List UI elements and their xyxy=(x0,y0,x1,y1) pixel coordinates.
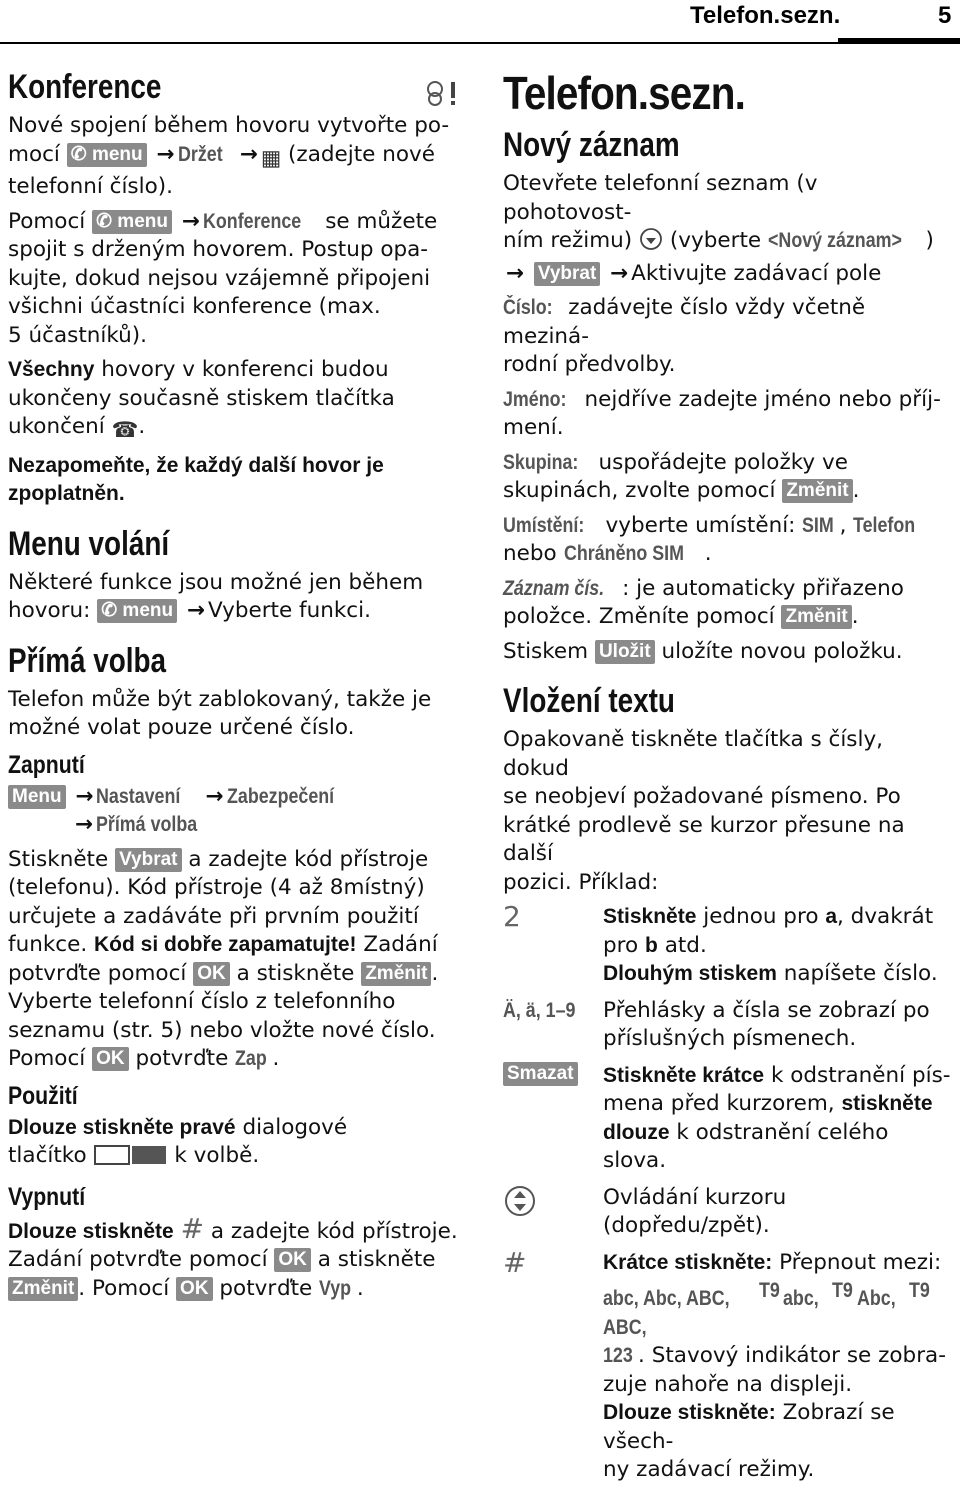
field-jmeno: Jméno: nejdříve zadejte jméno nebo příj- mení. xyxy=(503,386,941,440)
vybrat-softkey: Vybrat xyxy=(115,848,181,872)
hash-key-icon: # xyxy=(180,1211,205,1245)
field-skupina: Skupina: uspořádejte položky ve skupinách, zvolte pomocí Změnit . xyxy=(503,449,860,503)
arrow-icon: → xyxy=(239,141,258,167)
arrow-icon: → xyxy=(75,783,94,809)
page-number: 5 xyxy=(938,2,952,29)
subheading-zapnuti: Zapnutí xyxy=(8,750,85,779)
arrow-icon: → xyxy=(181,208,200,234)
right-column xyxy=(503,64,951,1493)
network-dependent-icon xyxy=(423,78,463,108)
menu-softkey: ✆ menu xyxy=(67,143,147,167)
example-row-hash: # Krátce stiskněte: Přepnout mezi: abc, Abc, ABC, $^{T9}$ abc, $^{T9}$ Abc, $^{T9}$ABC, 123 . Stavový indikátor se zobra- zuje nahoře na displeji. Dlouze stiskněte: Zobrazí se všech- ny zadávací režimy. xyxy=(503,1245,946,1483)
ulozit-softkey: Uložit xyxy=(595,640,655,664)
section-heading-vlozeni-textu: Vložení textu xyxy=(503,682,675,720)
hash-key-icon: # xyxy=(503,1245,527,1279)
ulozit-paragraph: Stiskem Uložit uložíte novou položku. xyxy=(503,638,903,664)
zmenit-softkey: Změnit xyxy=(361,962,431,986)
zapnuti-paragraph: Stiskněte Vybrat a zadejte kód přístroje (telefonu). Kód přístroje (4 až 8místný) určujete a zadáváte při prvním použití funkce. Kód si dobře zapamatujte! Zadání potvrďte pomocí OK a stiskněte Změnit . Vyberte telefonní číslo z telefonního seznamu (str. 5) nebo vložte nové číslo. Pomocí OK potvrďte Zap . xyxy=(8,846,439,1071)
ok-softkey: OK xyxy=(274,1248,311,1272)
vlozeni-textu-paragraph: Opakovaně tiskněte tlačítka s čísly, dokud se neobjeví požadované písmeno. Po krátké prodlevě se kurzor přesune na další pozici. Příklad: xyxy=(503,727,905,895)
menu-softkey: Menu xyxy=(8,785,66,809)
key-2-label: 2 xyxy=(503,900,521,933)
section-heading-konference: Konference xyxy=(8,68,162,106)
zmenit-softkey: Změnit xyxy=(8,1277,78,1301)
menu-softkey: ✆ menu xyxy=(97,599,177,623)
header-bar xyxy=(838,38,960,44)
field-cislo: Číslo: zadávejte číslo vždy včetně meziná- rodní předvolby. xyxy=(503,295,866,377)
zmenit-softkey: Změnit xyxy=(781,605,851,629)
ok-softkey: OK xyxy=(176,1277,213,1301)
subheading-vypnuti: Vypnutí xyxy=(8,1182,86,1211)
example-row-smazat: Smazat Stiskněte krátce k odstranění pís- mena před kurzorem, stiskněte dlouze k odstranění celého slova. xyxy=(503,1062,951,1176)
nav-down-icon xyxy=(639,227,663,260)
arrow-icon: → xyxy=(156,141,175,167)
konference-notice: Nezapomeňte, že každý další hovor je zpoplatněn. xyxy=(8,453,384,505)
field-zaznam-cis: Záznam čís. : je automaticky přiřazeno položce. Změníte pomocí Změnit . xyxy=(503,575,904,629)
left-column xyxy=(8,64,458,1309)
pouziti-paragraph: Dlouze stiskněte pravé dialogové tlačítko k volbě. xyxy=(8,1114,458,1175)
arrow-icon: → xyxy=(75,812,94,837)
arrow-icon: → xyxy=(610,260,629,286)
field-umisteni: Umístění: vyberte umístění: SIM , Telefon nebo Chráněno SIM . xyxy=(503,512,916,566)
arrow-icon: → xyxy=(205,783,224,809)
example-row-cursor: Ovládání kurzoru (dopředu/zpět). xyxy=(503,1184,951,1241)
arrow-icon: → xyxy=(186,598,205,623)
header-rule xyxy=(0,42,838,44)
page-header xyxy=(0,0,960,44)
subheading-pouziti: Použití xyxy=(8,1081,78,1110)
section-heading-prima-volba: Přímá volba xyxy=(8,641,167,680)
right-softkey-icon xyxy=(94,1144,168,1175)
zapnuti-menu-path: Menu → Nastavení → Zabezpečení → Přímá volba xyxy=(8,783,458,840)
example-row-key-2: 2 Stiskněte jednou pro a, dvakrát pro b atd. Dlouhým stiskem napíšete číslo. xyxy=(503,900,938,986)
vypnuti-paragraph: Dlouze stiskněte # a zadejte kód přístroje. Zadání potvrďte pomocí OK a stiskněte Změnit . Pomocí OK potvrďte Vyp . xyxy=(8,1211,458,1301)
konference-paragraph-3: Všechny hovory v konferenci budou ukončeny současně stiskem tlačítka ukončení ☎. xyxy=(8,356,458,446)
vybrat-softkey: Vybrat xyxy=(534,262,600,286)
ok-softkey: OK xyxy=(92,1047,129,1071)
end-call-icon: ☎ xyxy=(111,418,139,443)
prima-volba-paragraph: Telefon může být zablokovaný, takže je možné volat pouze určené číslo. xyxy=(8,686,432,740)
example-row-umlauts: Ä, ä, 1–9 Přehlásky a čísla se zobrazí po příslušných písmenech. xyxy=(503,997,930,1051)
menu-volani-paragraph: Některé funkce jsou možné jen během hovoru: ✆ menu → Vyberte funkci. xyxy=(8,569,424,623)
arrow-icon: → xyxy=(506,260,525,286)
keypad-icon: ▦ xyxy=(260,145,282,171)
novy-zaznam-paragraph: Otevřete telefonní seznam (v pohotovost- ním režimu) (vyberte <Nový záznam> ) → Vybrat → Aktivujte zadávací pole xyxy=(503,171,934,286)
running-header-title: Telefon.sezn. xyxy=(690,2,841,29)
umlauts-label: Ä, ä, 1–9 xyxy=(503,998,576,1022)
section-heading-novy-zaznam: Nový záznam xyxy=(503,126,680,164)
smazat-softkey: Smazat xyxy=(503,1062,578,1086)
nav-up-down-icon xyxy=(503,1184,537,1227)
zmenit-softkey: Změnit xyxy=(782,479,852,503)
menu-softkey: ✆ menu xyxy=(92,210,172,234)
konference-paragraph-1: Nové spojení během hovoru vytvořte po- mocí ✆ menu → Držet → ▦ (zadejte nové telefonní číslo). xyxy=(8,113,450,199)
section-heading-menu-volani: Menu volání xyxy=(8,524,170,563)
ok-softkey: OK xyxy=(193,962,230,986)
konference-paragraph-2: Pomocí ✆ menu → Konference se můžete spojit s drženým hovorem. Postup opa- kujte, dokud nejsou vzájemně připojeni všichni účastníci konference (max. 5 účastníků). xyxy=(8,208,438,348)
page-title: Telefon.sezn. xyxy=(503,67,745,119)
